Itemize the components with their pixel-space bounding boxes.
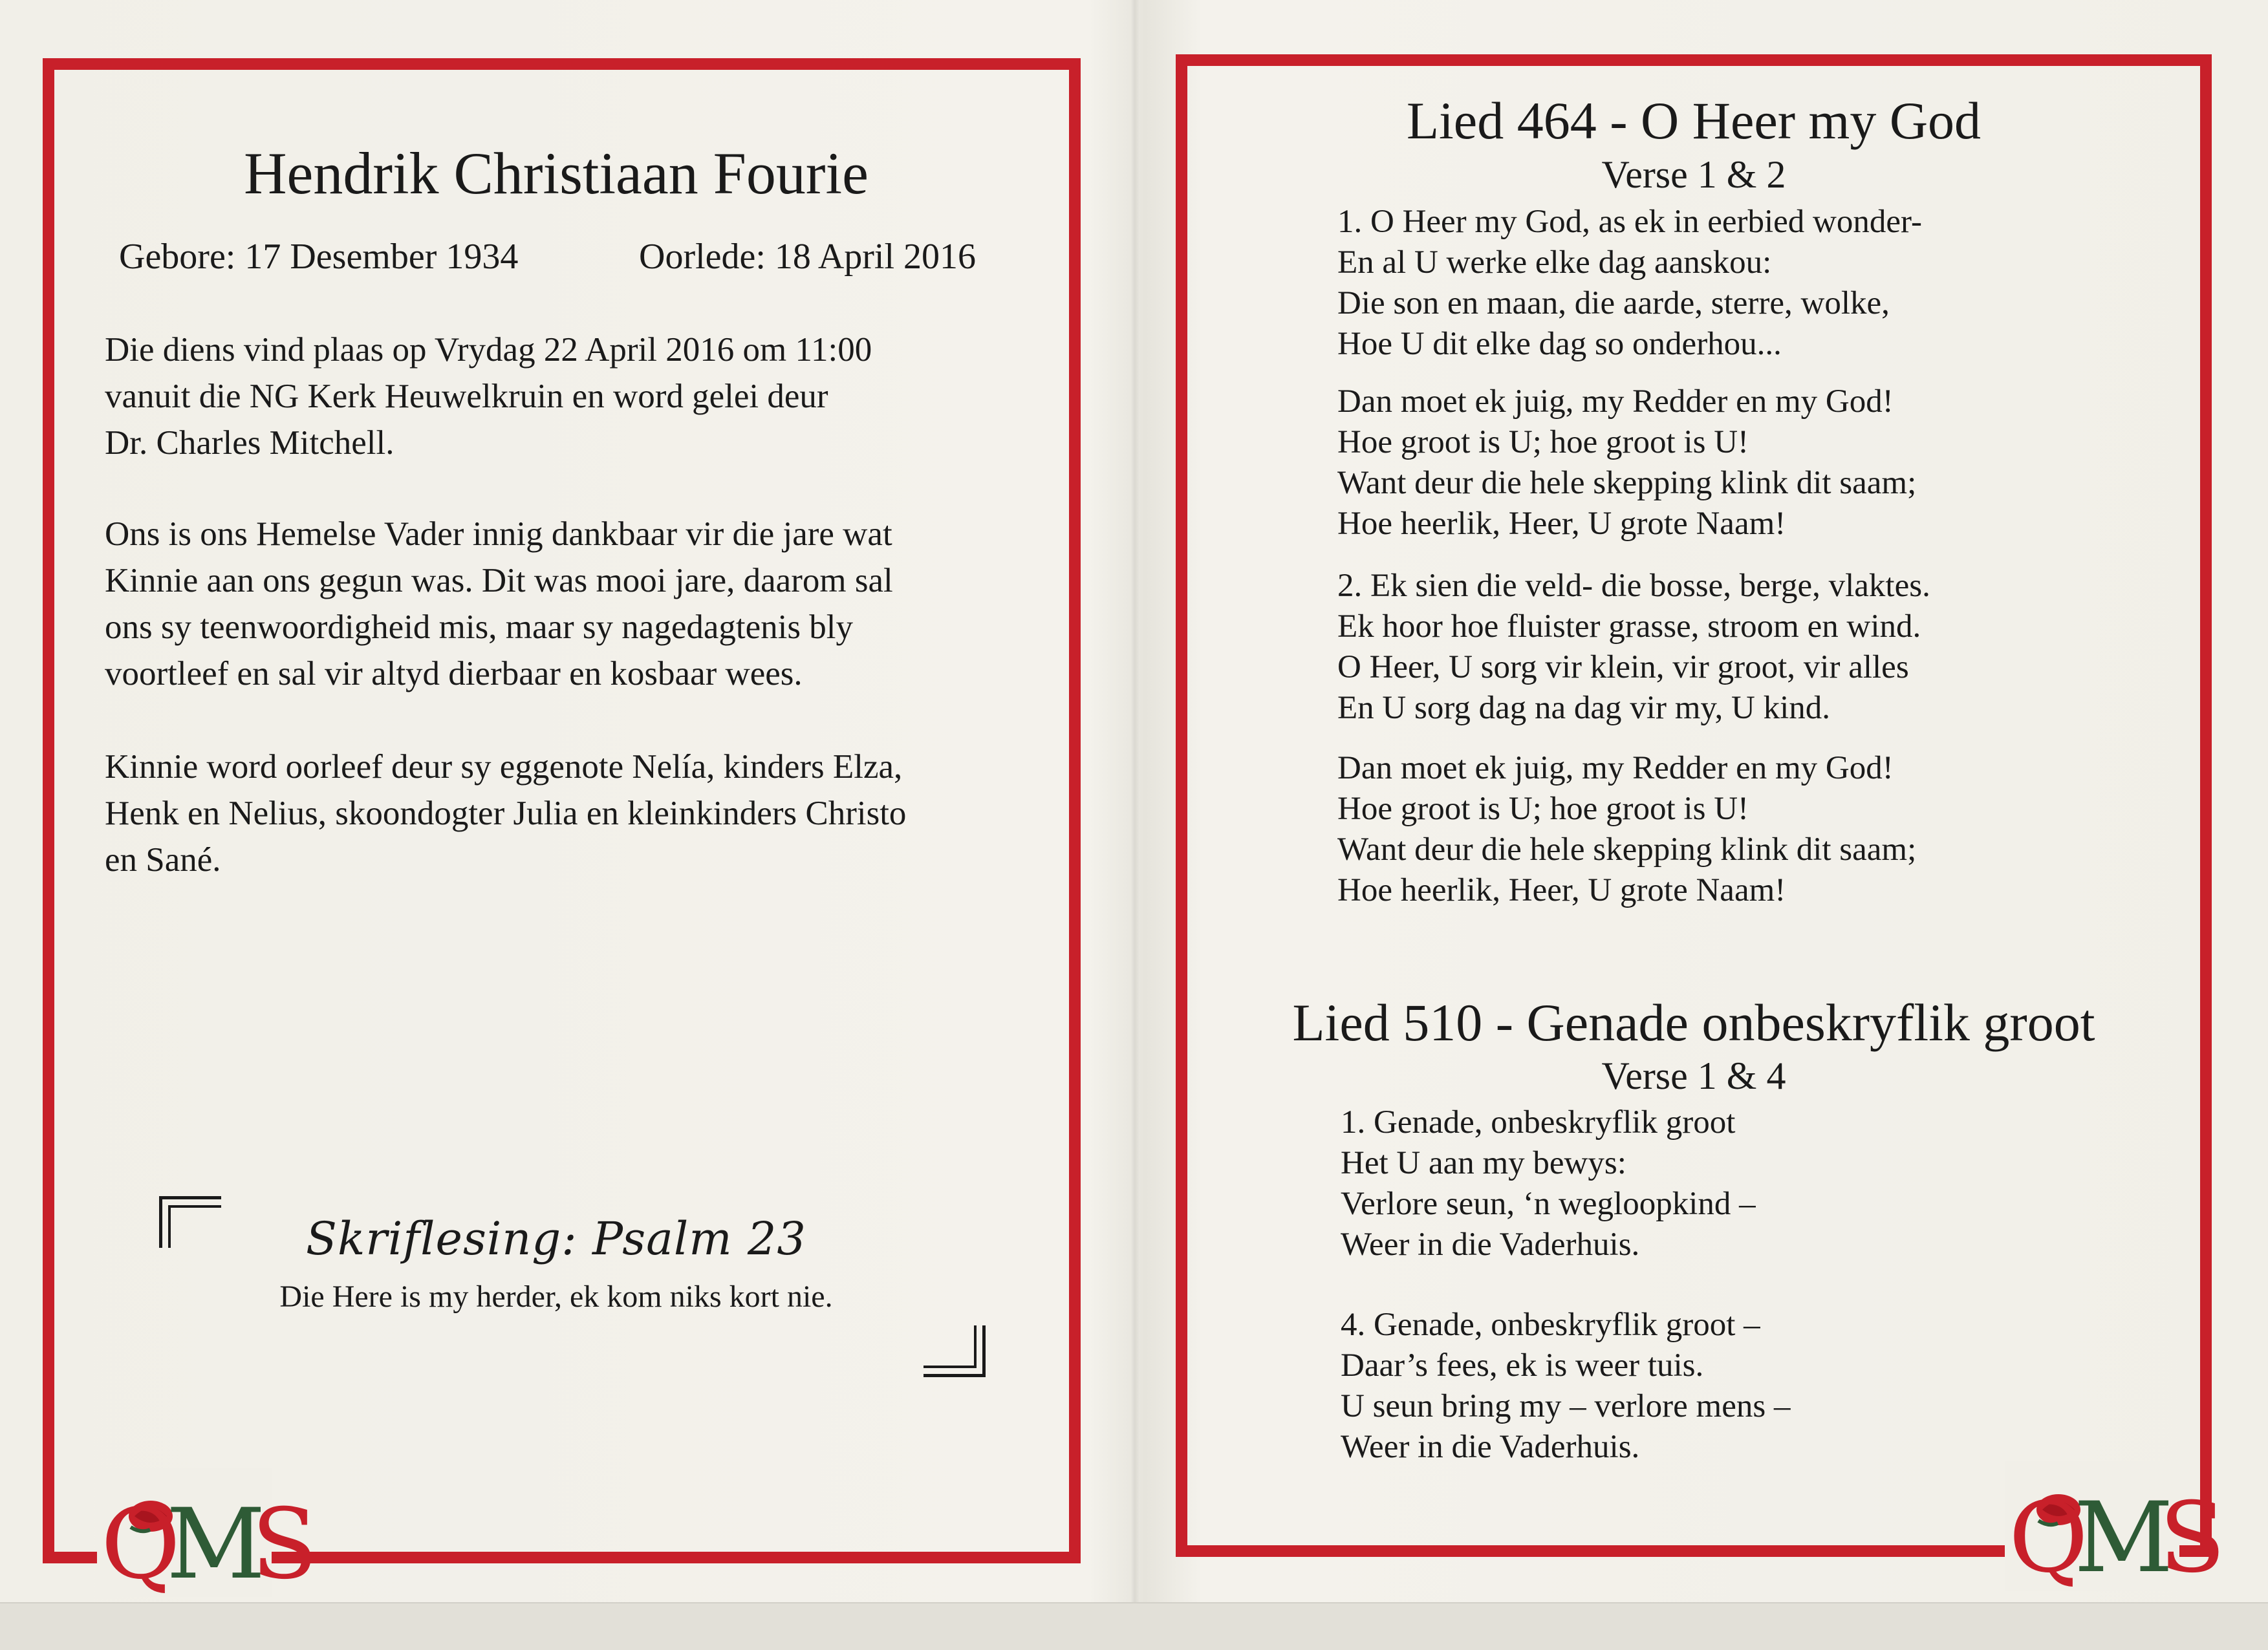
stanza-line: 1. O Heer my God, as ek in eerbied wonder-: [1337, 204, 1922, 240]
birth-date: Gebore: 17 Desember 1934: [119, 237, 519, 277]
logo-letters: [2009, 1482, 2212, 1594]
hymn-1-chorus: [1337, 748, 1916, 911]
logo-s: S: [251, 1488, 304, 1601]
stanza-line: Dan moet ek juig, my Redder en my God!: [1337, 750, 1894, 786]
logo-m: M: [2073, 1482, 2159, 1594]
stanza-line: Ek hoor hoe fluister grasse, stroom en wind.: [1337, 608, 1921, 645]
logo-letters: [101, 1488, 304, 1601]
stanza-line: Hoe groot is U; hoe groot is U!: [1337, 424, 1749, 460]
gratitude-line: ons sy teenwoordigheid mis, maar sy nagedagtenis bly: [105, 608, 853, 646]
stanza-line: Want deur die hele skepping klink dit saam;: [1337, 465, 1917, 501]
stanza-line: 2. Ek sien die veld- die bosse, berge, vlaktes.: [1337, 568, 1930, 604]
hymn-2-title: Lied 510 - Genade onbeskryflik groot: [1292, 993, 2095, 1052]
hymn-1-chorus: [1337, 381, 1916, 544]
stanza-line: Hoe groot is U; hoe groot is U!: [1337, 791, 1749, 827]
gratitude-line: voortleef en sal vir altyd dierbaar en kosbaar wees.: [105, 655, 803, 692]
hymn-1-title: Lied 464 - O Heer my God: [1406, 91, 1982, 150]
stanza-line: Hoe heerlik, Heer, U grote Naam!: [1337, 506, 1786, 542]
gratitude-paragraph: [105, 511, 1042, 697]
stanza-line: U seun bring my – verlore mens –: [1341, 1388, 1791, 1424]
stanza-line: Weer in die Vaderhuis.: [1341, 1227, 1640, 1263]
stanza-line: Weer in die Vaderhuis.: [1341, 1429, 1640, 1465]
stanza-line: Want deur die hele skepping klink dit saam;: [1337, 831, 1917, 868]
service-line: Dr. Charles Mitchell.: [105, 424, 394, 462]
survived-by-paragraph: [105, 744, 1042, 883]
logo-s: S: [2159, 1482, 2212, 1594]
service-paragraph: [105, 327, 1042, 466]
service-line: Die diens vind plaas op Vrydag 22 April 2016 om 11:00: [105, 331, 872, 369]
stanza-line: En al U werke elke dag aanskou:: [1337, 244, 1772, 281]
hymn-1-stanza: [1337, 202, 1922, 365]
oms-logo: [2005, 1461, 2212, 1594]
stanza-line: En U sorg dag na dag vir my, U kind.: [1337, 690, 1831, 726]
oms-logo: [97, 1468, 304, 1601]
logo-m: M: [166, 1488, 252, 1601]
stanza-line: O Heer, U sorg vir klein, vir groot, vir alles: [1337, 649, 1909, 685]
hymn-1-verses: Verse 1 & 2: [1601, 153, 1786, 196]
hymn-1-stanza: [1337, 566, 1930, 729]
gratitude-line: Kinnie aan ons gegun was. Dit was mooi jare, daarom sal: [105, 562, 893, 599]
bottom-edge: [0, 1602, 2268, 1650]
survived-line: Henk en Nelius, skoondogter Julia en kleinkinders Christo: [105, 795, 907, 832]
deceased-name: Hendrik Christiaan Fourie: [244, 140, 869, 206]
stanza-line: Daar’s fees, ek is weer tuis.: [1341, 1347, 1704, 1384]
scripture-text: Die Here is my herder, ek kom niks kort nie.: [279, 1280, 833, 1314]
survived-line: en Sané.: [105, 841, 221, 879]
stanza-line: Hoe U dit elke dag so onderhou...: [1337, 326, 1782, 362]
death-date: Oorlede: 18 April 2016: [639, 237, 977, 277]
logo-q: Q: [101, 1488, 166, 1601]
stanza-line: Hoe heerlik, Heer, U grote Naam!: [1337, 872, 1786, 908]
stanza-line: Het U aan my bewys:: [1341, 1145, 1626, 1181]
hymn-2-stanza: [1341, 1305, 1790, 1468]
gratitude-line: Ons is ons Hemelse Vader innig dankbaar vir die jare wat: [105, 515, 892, 553]
survived-line: Kinnie word oorleef deur sy eggenote Nelía, kinders Elza,: [105, 748, 903, 786]
hymn-2-stanza: [1341, 1102, 1756, 1265]
stanza-line: Verlore seun, ‘n wegloopkind –: [1341, 1186, 1756, 1222]
hymn-2-verses: Verse 1 & 4: [1601, 1055, 1786, 1097]
stanza-line: Dan moet ek juig, my Redder en my God!: [1337, 383, 1894, 420]
corner-bracket-bottom-right-icon: [923, 1325, 986, 1377]
logo-q: Q: [2009, 1482, 2074, 1594]
service-line: vanuit die NG Kerk Heuwelkruin en word gelei deur: [105, 378, 828, 415]
stanza-line: 4. Genade, onbeskryflik groot –: [1341, 1307, 1760, 1343]
center-fold: [1130, 0, 1139, 1603]
stanza-line: 1. Genade, onbeskryflik groot: [1341, 1104, 1736, 1141]
stanza-line: Die son en maan, die aarde, sterre, wolke,: [1337, 285, 1890, 321]
scripture-heading: Skriflesing: Psalm 23: [306, 1212, 806, 1265]
